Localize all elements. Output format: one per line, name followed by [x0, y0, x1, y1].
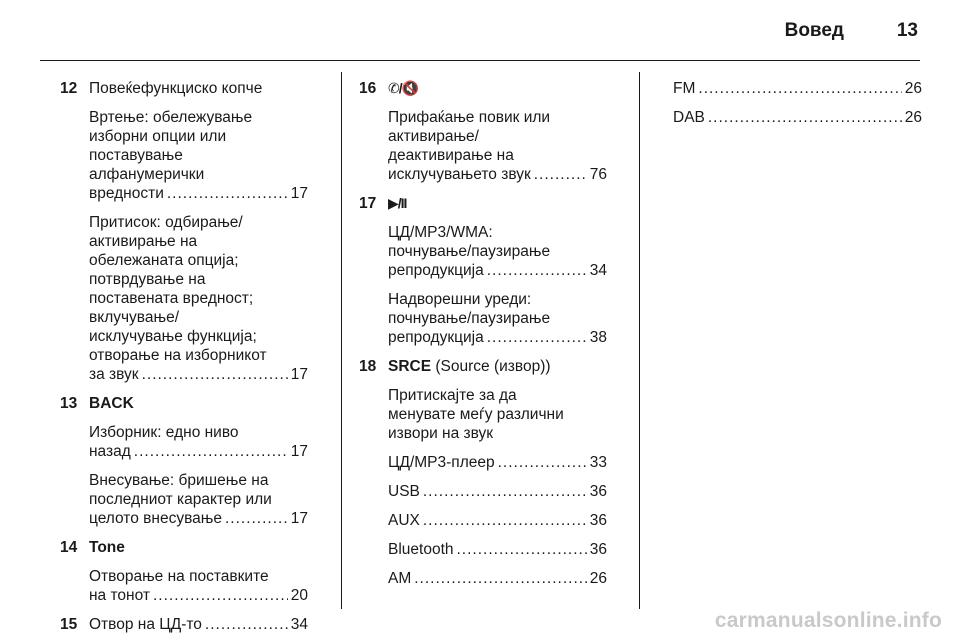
text-line: Вртење: обележување [89, 109, 253, 126]
toc-label: назад [89, 443, 131, 460]
page-ref: 26 [904, 109, 922, 126]
entry-number: 13 [60, 395, 78, 412]
entry-description [89, 213, 308, 384]
text-line: поставување [89, 147, 183, 164]
toc-label: USB [388, 483, 420, 500]
leader-dots [534, 165, 587, 184]
text-line: Надворешни уреди: [388, 291, 532, 308]
toc-label: ЦД/MP3-плеер [388, 454, 495, 471]
text-line: Притисок: одбирање/ [89, 214, 243, 231]
page-ref: 17 [290, 185, 308, 202]
entry-16 [359, 79, 607, 184]
leader-dots [153, 586, 288, 605]
entry-13 [60, 394, 308, 528]
leader-dots [487, 261, 587, 280]
leader-dots [423, 482, 587, 501]
text-line: Изборник: едно ниво [89, 424, 239, 441]
leader-dots [205, 615, 288, 634]
toc-line[interactable] [388, 328, 607, 347]
toc-line[interactable] [388, 540, 607, 559]
entry-description [388, 290, 607, 347]
toc-line[interactable] [388, 453, 607, 472]
text-line: отворање на изборникот [89, 347, 267, 364]
text-line: Отворање на поставките [89, 568, 269, 585]
toc-label: Bluetooth [388, 541, 454, 558]
entry-description [89, 423, 308, 461]
toc-label: AUX [388, 512, 420, 529]
toc-line[interactable] [89, 184, 308, 203]
entry-heading-bold: Tone [89, 539, 125, 556]
page-header [40, 0, 920, 61]
leader-dots [708, 108, 902, 127]
text-line: Прифаќање повик или [388, 109, 551, 126]
entry-description [388, 386, 607, 443]
entry-heading [89, 394, 308, 413]
page-ref: 17 [290, 510, 308, 527]
text-line: активирање на [89, 233, 198, 250]
text-line: потврдување на [89, 271, 206, 288]
entry-17 [359, 194, 607, 347]
text-line: почнување/паузирање [388, 243, 551, 260]
toc-line[interactable] [388, 482, 607, 501]
entry-12 [60, 79, 308, 384]
toc-line[interactable] [388, 511, 607, 530]
toc-label: исклучувањето звук [388, 166, 531, 183]
page-ref: 26 [589, 570, 607, 587]
text-line: деактивирање на [388, 147, 514, 164]
text-line: обележаната опција; [89, 252, 239, 269]
text-line: поставената вредност; [89, 290, 254, 307]
entry-number: 16 [359, 80, 377, 97]
page-ref: 76 [589, 166, 607, 183]
toc-line[interactable] [89, 365, 308, 384]
page-ref: 17 [290, 366, 308, 383]
toc-label: AM [388, 570, 412, 587]
entry-heading: Повеќефункциско копче [89, 80, 263, 97]
toc-line[interactable] [673, 108, 922, 127]
text-line: менувате меѓу различни [388, 406, 564, 423]
toc-label: FM [673, 80, 696, 97]
toc-line[interactable] [89, 615, 308, 634]
play-pause-icon: ▶/II [388, 195, 407, 211]
page-ref: 17 [290, 443, 308, 460]
text-line: ЦД/MP3/WMA: [388, 224, 493, 241]
column-1 [60, 79, 308, 634]
column-divider-2 [639, 72, 640, 609]
toc-line[interactable] [89, 586, 308, 605]
phone-mute-icon: ✆/🔇 [388, 80, 419, 96]
toc-label: репродукција [388, 329, 484, 346]
entry-description [89, 471, 308, 528]
entry-description [89, 567, 308, 605]
leader-dots [698, 79, 901, 98]
entry-description [89, 108, 308, 203]
column-2 [359, 79, 607, 588]
entry-number: 14 [60, 539, 78, 556]
entry-heading-bold: BACK [89, 395, 134, 412]
leader-dots [142, 365, 288, 384]
entry-heading [89, 538, 308, 557]
toc-line[interactable] [388, 165, 607, 184]
entry-heading-rest: (Source (извор)) [431, 358, 551, 375]
toc-label: Отвор на ЦД-то [89, 616, 202, 633]
toc-label: репродукција [388, 262, 484, 279]
watermark: carmanualsonline.info [714, 609, 942, 632]
toc-line[interactable] [89, 442, 308, 461]
text-line: изборни опции или [89, 128, 227, 145]
entry-description [388, 108, 607, 184]
leader-dots [167, 184, 288, 203]
toc-line[interactable] [388, 569, 607, 588]
toc-label: DAB [673, 109, 705, 126]
page-ref: 36 [589, 541, 607, 558]
source-list [388, 453, 607, 588]
leader-dots [225, 509, 288, 528]
entry-heading-bold: SRCE [388, 358, 432, 375]
page-ref: 34 [290, 616, 308, 633]
entry-number: 17 [359, 195, 377, 212]
leader-dots [134, 442, 288, 461]
page-ref: 20 [290, 587, 308, 604]
column-3 [673, 79, 922, 127]
text-line: Внесување: бришење на [89, 472, 269, 489]
page-ref: 33 [589, 454, 607, 471]
toc-line[interactable] [89, 509, 308, 528]
entry-15 [60, 615, 308, 634]
toc-label: на тонот [89, 587, 150, 604]
leader-dots [457, 540, 587, 559]
text-line: Притискајте за да [388, 387, 517, 404]
entry-18 [359, 357, 607, 588]
text-line: алфанумерички [89, 166, 205, 183]
toc-line[interactable] [673, 79, 922, 98]
page-ref: 26 [904, 80, 922, 97]
toc-label: вредности [89, 185, 164, 202]
page-ref: 34 [589, 262, 607, 279]
text-line: почнување/паузирање [388, 310, 551, 327]
entry-14 [60, 538, 308, 605]
leader-dots [498, 453, 587, 472]
page-ref: 36 [589, 483, 607, 500]
text-line: активирање/ [388, 128, 479, 145]
toc-label: целото внесување [89, 510, 222, 527]
leader-dots [423, 511, 587, 530]
leader-dots [487, 328, 587, 347]
page-number: 13 [896, 20, 918, 41]
page-ref: 38 [589, 329, 607, 346]
entry-number: 12 [60, 80, 78, 97]
chapter-title: Вовед [784, 20, 844, 41]
toc-label: за звук [89, 366, 139, 383]
toc-line[interactable] [388, 261, 607, 280]
column-divider-1 [341, 72, 342, 609]
entry-number: 15 [60, 616, 78, 633]
entry-heading [388, 357, 607, 376]
page-ref: 36 [589, 512, 607, 529]
text-line: последниот карактер или [89, 491, 272, 508]
entry-description [388, 223, 607, 280]
text-line: извори на звук [388, 425, 494, 442]
leader-dots [414, 569, 587, 588]
entry-number: 18 [359, 358, 377, 375]
text-line: вклучување/ [89, 309, 180, 326]
text-line: исклучување функција; [89, 328, 257, 345]
